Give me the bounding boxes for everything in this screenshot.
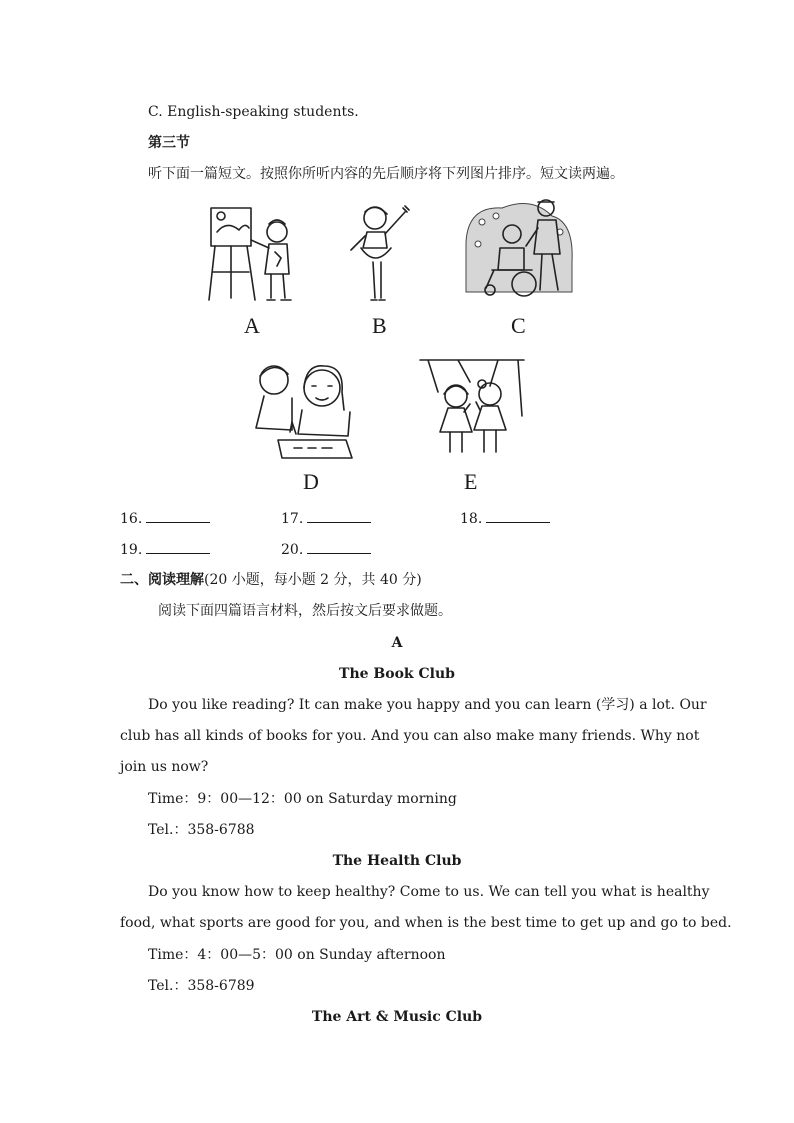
answer-blank-18[interactable] [460, 508, 550, 529]
picture-b-illustration [345, 202, 415, 306]
answer-line[interactable] [486, 508, 550, 523]
answer-number: 17. [281, 511, 304, 527]
health-club-tel: Tel.：358-6789 [148, 978, 255, 994]
section-title: 第三节 [148, 135, 190, 151]
book-club-tel: Tel.：358-6788 [148, 822, 255, 838]
reading-part-heading [120, 570, 422, 590]
book-club-text-line: join us now? [120, 759, 209, 775]
picture-label-c: C [511, 313, 526, 338]
answer-line[interactable] [146, 539, 210, 554]
answer-number: 16. [120, 511, 143, 527]
option-c: C. English-speaking students. [148, 104, 359, 120]
picture-d-illustration [252, 358, 370, 464]
answer-line[interactable] [307, 508, 371, 523]
picture-label-b: B [372, 313, 387, 338]
book-club-time: Time：9：00—12：00 on Saturday morning [148, 791, 457, 807]
health-club-text-line: Do you know how to keep healthy? Come to us. We can tell you what is healthy [148, 884, 710, 900]
picture-label-a: A [244, 313, 260, 338]
picture-label-d: D [303, 469, 319, 494]
health-club-time: Time：4：00—5：00 on Sunday afternoon [148, 947, 446, 963]
answer-number: 19. [120, 542, 143, 558]
answer-blank-20[interactable] [281, 539, 371, 560]
answer-line[interactable] [146, 508, 210, 523]
health-club-title: The Health Club [332, 853, 462, 869]
answer-number: 18. [460, 511, 483, 527]
picture-label-e: E [464, 469, 478, 494]
book-club-text-line: Do you like reading? It can make you happy and you can learn (学习) a lot. Our [148, 697, 707, 713]
picture-c-illustration [462, 192, 578, 304]
answer-line[interactable] [307, 539, 371, 554]
answer-blank-16[interactable] [120, 508, 210, 529]
answer-blank-17[interactable] [281, 508, 371, 529]
book-club-text-line: club has all kinds of books for you. And you can also make many friends. Why not [120, 728, 700, 744]
answer-blank-19[interactable] [120, 539, 210, 560]
listening-instruction: 听下面一篇短文。按照你所听内容的先后顺序将下列图片排序。短文读两遍。 [148, 166, 624, 182]
reading-part-note: (20 小题，每小题 2 分，共 40 分) [204, 572, 422, 588]
health-club-text-line: food, what sports are good for you, and when is the best time to get up and go to bed. [120, 915, 732, 931]
picture-e-illustration [418, 356, 528, 460]
book-club-title: The Book Club [339, 666, 455, 682]
art-music-club-title: The Art & Music Club [311, 1009, 483, 1025]
answer-number: 20. [281, 542, 304, 558]
reading-part-title: 二、阅读理解 [120, 572, 204, 588]
passage-letter: A [391, 635, 403, 651]
reading-instruction: 阅读下面四篇语言材料，然后按文后要求做题。 [158, 603, 452, 619]
picture-a-illustration [205, 202, 315, 308]
